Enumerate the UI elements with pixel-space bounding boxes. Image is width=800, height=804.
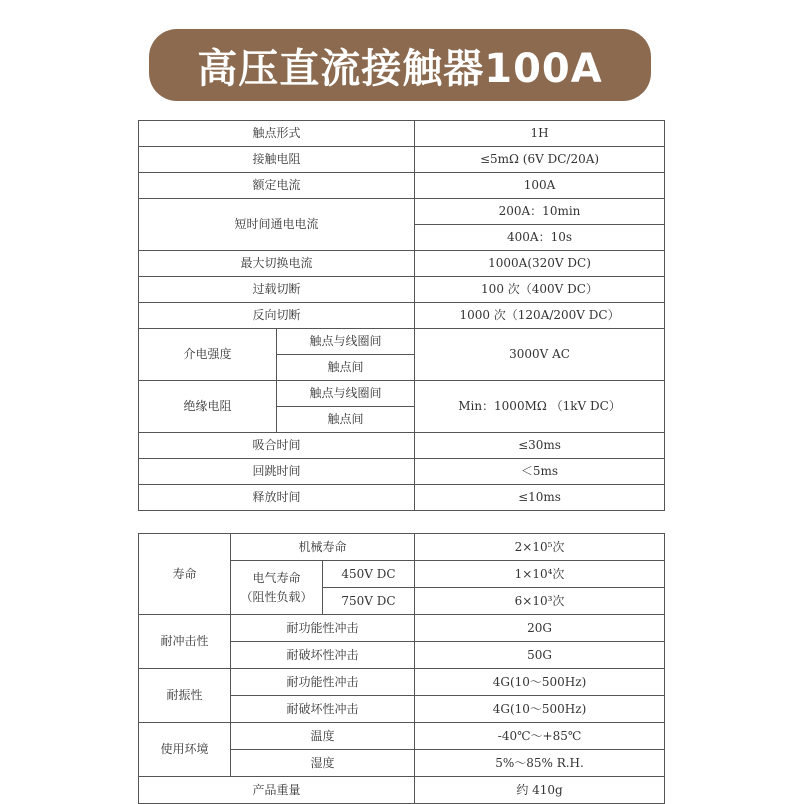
table-row (139, 534, 665, 561)
spec-value: 1×10⁴次 (415, 561, 665, 588)
spec-label: 吸合时间 (139, 433, 415, 459)
table-row (139, 147, 665, 173)
spec-sublabel: 耐功能性冲击 (231, 669, 415, 696)
spec-label: 耐冲击性 (139, 615, 231, 669)
spec-sublabel: 750V DC (323, 588, 415, 615)
spec-label: 接触电阻 (139, 147, 415, 173)
table-row (139, 121, 665, 147)
spec-label: 产品重量 (139, 777, 415, 804)
spec-value: 约 410g (415, 777, 665, 804)
spec-sublabel: 耐破坏性冲击 (231, 696, 415, 723)
table-row (139, 777, 665, 804)
spec-value: 1000A(320V DC) (415, 251, 665, 277)
spec-label: 使用环境 (139, 723, 231, 777)
electrical-life-label: 电气寿命 (252, 571, 301, 586)
spec-value: 200A：10min (415, 199, 665, 225)
spec-value: 20G (415, 615, 665, 642)
spec-value: 100 次（400V DC） (415, 277, 665, 303)
spec-value: ≤30ms (415, 433, 665, 459)
spec-label: 释放时间 (139, 485, 415, 511)
table-row (139, 615, 665, 642)
spec-label: 反向切断 (139, 303, 415, 329)
spec-label: 短时间通电电流 (139, 199, 415, 251)
spec-value: 1000 次（120A/200V DC） (415, 303, 665, 329)
table-row (139, 303, 665, 329)
spec-value: ＜5ms (415, 459, 665, 485)
electrical-life-note: （阻性负载） (240, 589, 313, 604)
spec-value: 50G (415, 642, 665, 669)
spec-label: 寿命 (139, 534, 231, 615)
table-row (139, 459, 665, 485)
spec-sublabel: 温度 (231, 723, 415, 750)
spec-sublabel: 耐破坏性冲击 (231, 642, 415, 669)
spec-value: -40℃～+85℃ (415, 723, 665, 750)
spec-label: 回跳时间 (139, 459, 415, 485)
table-row (139, 723, 665, 750)
spec-label: 过载切断 (139, 277, 415, 303)
spec-label: 最大切换电流 (139, 251, 415, 277)
spec-sublabel: 450V DC (323, 561, 415, 588)
spec-label: 触点形式 (139, 121, 415, 147)
spec-label: 介电强度 (139, 329, 277, 381)
spec-value: 4G(10～500Hz) (415, 696, 665, 723)
table-row (139, 251, 665, 277)
spec-value: 3000V AC (415, 329, 665, 381)
spec-sublabel: 触点与线圈间 (277, 381, 415, 407)
spec-label: 绝缘电阻 (139, 381, 277, 433)
spec-label: 耐振性 (139, 669, 231, 723)
table-row (139, 199, 665, 225)
spec-value: Min：1000MΩ （1kV DC） (415, 381, 665, 433)
spec-value: 100A (415, 173, 665, 199)
spec-table-electrical (138, 120, 665, 511)
spec-sublabel: 触点间 (277, 355, 415, 381)
table-row (139, 277, 665, 303)
spec-table-mechanical (138, 533, 665, 804)
spec-sublabel: 湿度 (231, 750, 415, 777)
spec-value: 400A：10s (415, 225, 665, 251)
spec-label: 额定电流 (139, 173, 415, 199)
spec-sublabel (231, 561, 323, 615)
table-row (139, 485, 665, 511)
spec-value: ≤10ms (415, 485, 665, 511)
spec-sublabel: 机械寿命 (231, 534, 415, 561)
table-row (139, 669, 665, 696)
spec-value: 5%～85% R.H. (415, 750, 665, 777)
spec-value: 6×10³次 (415, 588, 665, 615)
table-row (139, 173, 665, 199)
spec-sublabel: 耐功能性冲击 (231, 615, 415, 642)
table-row (139, 433, 665, 459)
table-row (139, 381, 665, 407)
page-title: 高压直流接触器100A (197, 45, 603, 92)
spec-value: 2×10⁵次 (415, 534, 665, 561)
spec-value: ≤5mΩ (6V DC/20A) (415, 147, 665, 173)
spec-sublabel: 触点与线圈间 (277, 329, 415, 355)
title-banner (149, 29, 651, 101)
spec-value: 4G(10～500Hz) (415, 669, 665, 696)
table-row (139, 329, 665, 355)
spec-value: 1H (415, 121, 665, 147)
spec-sublabel: 触点间 (277, 407, 415, 433)
